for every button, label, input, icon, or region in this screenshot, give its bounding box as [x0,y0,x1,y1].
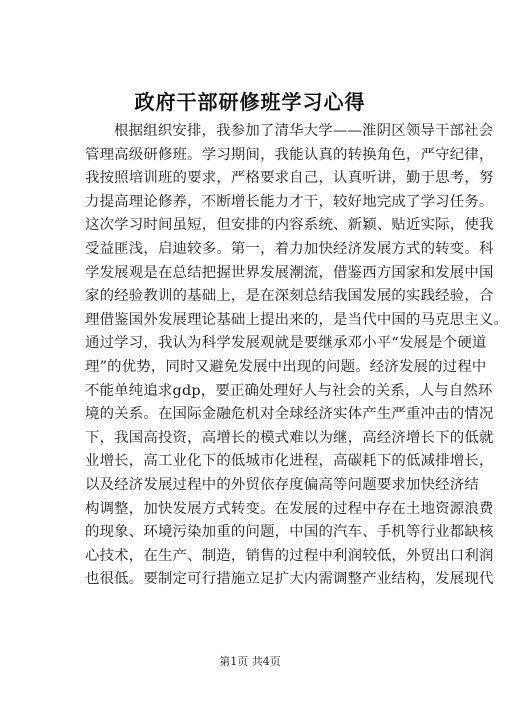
body-line: 通过学习，我认为科学发展观就是要继承邓小平“发展是个硬道 [85,335,487,352]
body-line: 境的关系。在国际金融危机对全球经济实体产生严重冲击的情况 [85,406,494,423]
body-line: 下，我国高投资，高增长的模式难以为继，高经济增长下的低就 [85,429,494,446]
body-line: 的现象、环境污染加重的问题，中国的汽车、手机等行业都缺核 [85,524,494,541]
body-line: 构调整，加快发展方式转变。在发展的过程中存在土地资源浪费 [85,500,494,517]
page-number-footer: 第1页 共4页 [219,655,281,668]
body-line: 家的经验教训的基础上，是在深刻总结我国发展的实践经验，合 [85,288,494,305]
body-line: 理”的优势，同时又避免发展中出现的问题。经济发展的过程中 [85,358,487,375]
document-body [85,120,508,592]
body-line: 不能单纯追求gdp，要正确处理好人与社会的关系，人与自然环 [85,382,493,399]
body-line: 这次学习时间虽短，但安排的内容系统、新颖、贴近实际，使我 [85,217,494,234]
body-line: 业增长，高工业化下的低城市化进程，高碳耗下的低减排增长， [85,453,494,470]
body-line: 管理高级研修班。学习期间，我能认真的转换角色，严守纪律， [85,146,494,163]
body-line: 理借鉴国外发展理论基础上提出来的，是当代中国的马克思主义。 [85,311,508,328]
body-line: 我按照培训班的要求，严格要求自己，认真听讲，勤于思考，努 [85,170,494,187]
body-line: 力提高理论修养，不断增长能力才干，较好地完成了学习任务。 [85,193,494,210]
body-line: 根据组织安排，我参加了清华大学——淮阴区领导干部社会 [114,123,494,139]
document-title: 政府干部研修班学习心得 [134,90,366,114]
body-line: 心技术，在生产、制造，销售的过程中利润较低，外贸出口利润 [85,547,494,564]
body-line: 也很低。要制定可行措施立足扩大内需调整产业结构，发展现代 [85,571,494,588]
body-line: 受益匪浅，启迪较多。第一，着力加快经济发展方式的转变。科 [85,240,494,257]
body-line: 以及经济发展过程中的外贸依存度偏高等问题要求加快经济结 [85,476,479,493]
body-line: 学发展观是在总结把握世界发展潮流，借鉴西方国家和发展中国 [85,264,494,281]
